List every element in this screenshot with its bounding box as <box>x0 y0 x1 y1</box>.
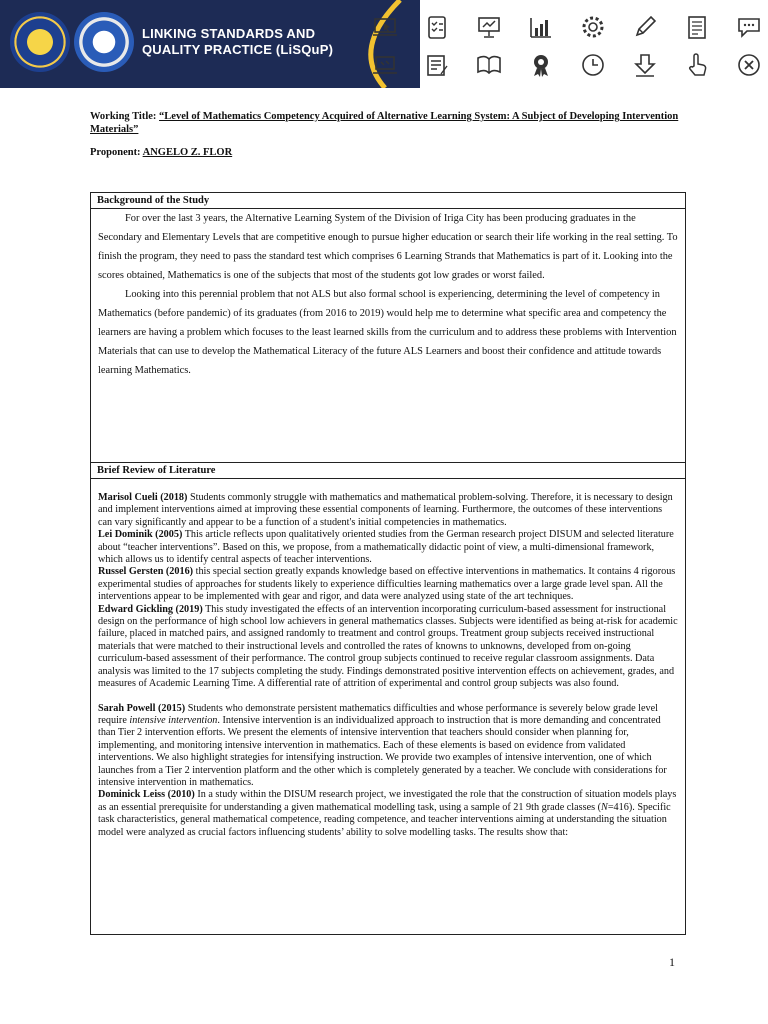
entry-text: This study investigated the effects of an intervention incorporating curriculum-based assessment for instructional design on the performance of high school low achievers in general mathematics classes. Subjects were identified as being at-risk for academic failure, placed in matched pairs, and assigned randomly to treatment and control groups. Treatment group subjects received instructional materials that were matched to their instructional levels and controlled the rates of knowns to unknowns, developed from on-going curriculum-based assessment of their performance. The control group subjects continued to receive regular classroom assignments. Data analysis was limited to the 17 subjects completing the study. Findings demonstrated positive intervention effects on achievement, grades, and measures of Academic Learning Time. A differential rate of attrition of experimental and control group subjects was also found. <box>98 603 678 690</box>
entry-text: =416). Specific task characteristics, general mathematical competence, reading competence, and teacher interventions aiming at understanding the situation model were analyzed as crucial factors influencing students’ ability to solve modelling tasks. The results show that: <box>98 801 671 838</box>
entry-author: Marisol Cueli (2018) <box>98 492 188 503</box>
literature-body <box>91 479 685 839</box>
gear-icon <box>578 12 608 42</box>
literature-heading: Brief Review of Literature <box>91 463 685 479</box>
page-number: 1 <box>669 955 675 969</box>
literature-entry <box>98 789 678 839</box>
background-paragraph-2: Looking into this perennial problem that not ALS but also formal school is experiencing, determining the level of competency in Mathematics (before pandemic) of its graduates (from 2016 to 2019) would help me to determine what specific area and competency the learners are having a problem which focuses to the least learned skills from the curriculum and to address these problems with Intervention Materials that can use to develop the Mathematical Literacy of the future ALS Learners and boost their confidence and attitude towards learning Mathematics. <box>98 289 677 376</box>
presentation-icon <box>474 12 504 42</box>
hand-pointer-icon <box>682 50 712 80</box>
literature-section <box>90 462 686 935</box>
notepad-icon <box>422 50 452 80</box>
university-seal-logo <box>10 12 70 72</box>
laptop-icon <box>370 50 400 80</box>
entry-text: Students commonly struggle with mathematics and mathematical problem-solving. Therefore, it is necessary to design and implement interventions aimed at improving these essential components of learning. Furthermore, the outcomes of these interventions can vary significantly and appear to be a function of a student's initial competencies in mathematics. <box>98 492 673 528</box>
working-title <box>90 110 686 136</box>
award-ribbon-icon <box>526 50 556 80</box>
entry-text: This article reflects upon qualitatively oriented studies from the German research project DISUM and selected literature about “teacher interventions”. Based on this, we propose, from a mathematically didactic point of view, a multi-dimensional framework, which allows us to identify central aspects of teacher interventions. <box>98 529 674 566</box>
header-icon-grid <box>370 10 765 82</box>
download-arrow-icon <box>630 50 660 80</box>
background-body <box>91 209 685 380</box>
entry-text: this special section greatly expands knowledge based on effective interventions in mathematics. It contains 4 rigorous experimental studies of approaches for students likely to experience difficulties learning mathematics over a large grade level span. All the interventions appear to be implemented with gear and rigor, and data were analyzed using state of the art techniques. <box>98 566 676 603</box>
checklist-icon <box>422 12 452 42</box>
literature-entry <box>98 566 678 603</box>
literature-entry <box>98 492 678 529</box>
pencil-icon <box>630 12 660 42</box>
entry-author: Lei Dominik (2005) <box>98 529 183 541</box>
entry-text: In a study within the DISUM research project, we investigated the role that the construction of situation models plays as an essential prerequisite for understanding a given mathematical modelling task, using a sample of 21 9th grade classes ( <box>98 789 677 813</box>
background-paragraph-1: For over the last 3 years, the Alternative Learning System of the Division of Iriga City has been producing graduates in the Secondary and Elementary Levels that are competitive enough to pursue higher education or search their life working in the real setting. To finish the program, they need to pass the standard test which comprises 6 Learning Strands that Mathematics is part of it. Looking into the scores obtained, Mathematics is one of the subjects that most of the students got low grades or worst failed. <box>98 213 678 281</box>
working-title-text: “Level of Mathematics Competency Acquired of Alternative Learning System: A Subject of Developing Intervention Materials” <box>90 111 679 135</box>
entry-emphasis: N <box>601 801 608 813</box>
background-section <box>90 192 686 463</box>
entry-author: Dominick Leiss (2010) <box>98 789 195 801</box>
proponent <box>90 147 686 158</box>
background-heading: Background of the Study <box>91 193 685 209</box>
brand-line-2: QUALITY PRACTICE (LiSQuP) <box>142 42 334 57</box>
bar-chart-icon <box>526 12 556 42</box>
document-header <box>90 110 686 158</box>
speech-bubble-icon <box>734 12 764 42</box>
entry-author: Sarah Powell (2015) <box>98 702 186 714</box>
proponent-label: Proponent: <box>90 147 141 158</box>
proponent-name: ANGELO Z. FLOR <box>142 147 233 158</box>
literature-entry <box>98 604 678 691</box>
brand-title <box>142 26 333 58</box>
entry-text: . Intensive intervention is an individualized approach to instruction that is more demanding and concentrated than Tier 2 intervention efforts. We present the elements of intensive intervention that teachers should consider when planning for, implementing, and monitoring intensive intervention in mathematics. Each of these elements is based on evidence from validated interventions. We also highlight strategies for intensifying instruction. We provide two examples of intensive intervention, one of which launches from a Tier 2 intervention platform and the other which is completely generated by a teacher. We conclude with considerations for intensive intervention in mathematics. <box>98 714 667 788</box>
laptop-cursor-icon <box>370 12 400 42</box>
open-book-icon <box>474 50 504 80</box>
deped-seal-logo <box>74 12 134 72</box>
entry-author: Russel Gersten (2016) <box>98 566 194 578</box>
literature-entry <box>98 703 678 790</box>
brand-line-1: LINKING STANDARDS AND <box>142 26 316 41</box>
document-icon <box>682 12 712 42</box>
header-banner <box>0 0 768 88</box>
literature-entry <box>98 529 678 566</box>
working-title-label: Working Title: <box>90 111 157 122</box>
cancel-circle-icon <box>734 50 764 80</box>
entry-author: Edward Gickling (2019) <box>98 603 203 615</box>
entry-text: Students who demonstrate persistent mathematics difficulties and whose performance is severely below grade level require <box>98 702 658 726</box>
entry-emphasis: intensive intervention <box>129 714 218 726</box>
clock-icon <box>578 50 608 80</box>
